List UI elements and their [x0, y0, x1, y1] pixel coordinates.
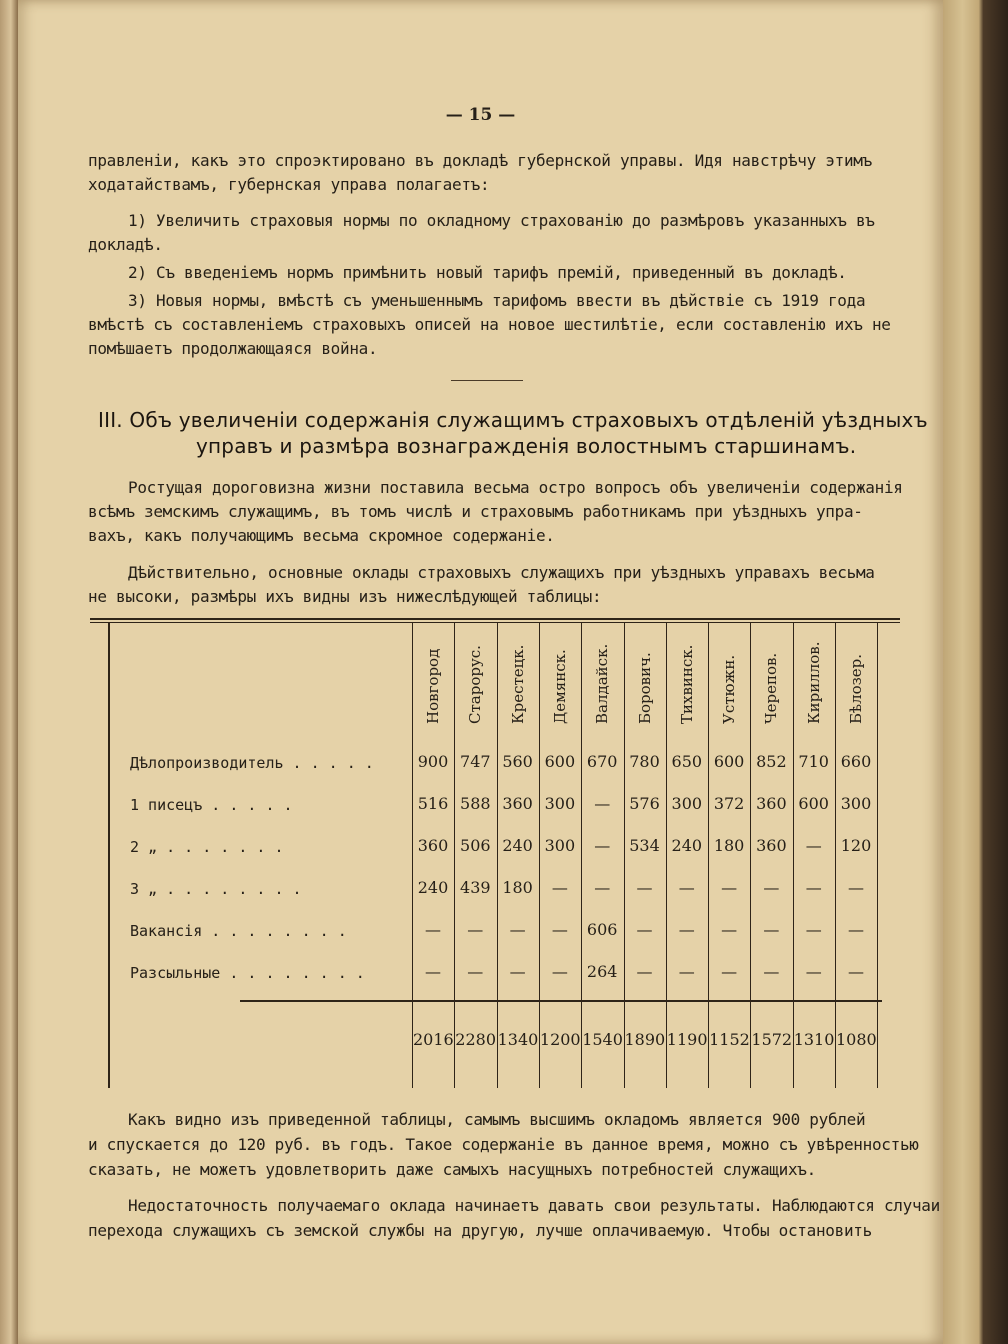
- table-cell: —: [509, 962, 526, 981]
- table-cell: —: [636, 920, 653, 939]
- table-top-rule: [90, 618, 900, 620]
- column-header-label: Кириллов.: [804, 641, 823, 724]
- table-cell: —: [467, 920, 484, 939]
- list-item-2: 2) Съ введеніемъ нормъ примѣнить новый тарифъ премій, приведенный въ докладѣ.: [128, 263, 847, 282]
- table-cell: 506: [460, 836, 491, 855]
- column-header-label: Валдайск.: [593, 643, 612, 724]
- table-total-cell: 2016: [413, 1030, 454, 1049]
- table-cell: 900: [417, 752, 449, 771]
- table-cell: —: [425, 962, 441, 981]
- table-cell: —: [678, 920, 695, 939]
- table-cell: 300: [544, 836, 576, 855]
- table-column-header: [836, 642, 876, 742]
- table-total-cell: 1572: [751, 1030, 793, 1049]
- table-cell: —: [594, 836, 611, 855]
- list-item-1-line-2: докладѣ.: [88, 235, 163, 254]
- column-header-label: Бѣлозер.: [847, 653, 865, 724]
- table-cell: 360: [756, 836, 787, 855]
- table-total-cell: 1190: [666, 1030, 708, 1049]
- table-total-rule: [240, 1000, 882, 1002]
- table-total-cell: 1540: [582, 1030, 623, 1049]
- section-divider: [451, 380, 523, 381]
- table-row-label: Дѣлопроизводитель . . . . .: [130, 754, 374, 772]
- table-cell: —: [763, 920, 780, 939]
- para2-line-1: Ростущая дороговизна жизни поставила весьма остро вопросъ объ увеличеніи содержанія: [128, 478, 903, 497]
- column-header-label: Старорус.: [466, 645, 485, 724]
- table-cell: —: [678, 878, 695, 897]
- table-cell: 588: [460, 794, 491, 813]
- document-page: [18, 0, 943, 1344]
- table-cell: 600: [544, 752, 576, 771]
- table-cell: —: [636, 962, 653, 981]
- table-cell: —: [805, 878, 822, 897]
- table-cell: —: [551, 962, 568, 981]
- table-total-cell: 1200: [539, 1030, 581, 1049]
- table-cell: 650: [671, 752, 703, 771]
- table-cell: —: [678, 962, 695, 981]
- table-cell: —: [721, 962, 738, 981]
- table-cell: 534: [629, 836, 660, 855]
- column-header-label: Устюжн.: [720, 654, 739, 724]
- list-item-3-line-1: 3) Новыя нормы, вмѣстѣ съ уменьшеннымъ тарифомъ ввести въ дѣйствіе съ 1919 года: [128, 291, 866, 310]
- list-item-1-line-1: 1) Увеличить страховыя нормы по окладному страхованію до размѣровъ указанныхъ въ: [128, 211, 875, 230]
- table-cell: 670: [586, 752, 618, 771]
- table-total-cell: 1340: [497, 1030, 539, 1049]
- table-cell: —: [763, 962, 780, 981]
- table-cell: —: [848, 962, 864, 981]
- table-column-header: [498, 642, 538, 742]
- section-heading-line-2: управъ и размѣра вознагражденія волостнымъ старшинамъ.: [196, 434, 857, 458]
- table-total-cell: 2280: [455, 1030, 497, 1049]
- para4-line-2: и спускается до 120 руб. въ годъ. Такое содержаніе въ данное время, можно съ увѣренностью: [88, 1135, 919, 1154]
- section-heading-line-1: III. Объ увеличеніи содержанія служащимъ страховыхъ отдѣленій уѣздныхъ: [98, 408, 928, 432]
- column-header-label: Борович.: [635, 652, 654, 724]
- table-cell: 240: [417, 878, 449, 897]
- para5-line-2: перехода служащихъ съ земской службы на другую, лучше оплачиваемую. Чтобы остановить: [88, 1221, 872, 1240]
- para3-line-1: Дѣйствительно, основные оклады страховыхъ служащихъ при уѣздныхъ управахъ весьма: [128, 563, 875, 582]
- page-number: — 15 —: [445, 105, 516, 125]
- table-total-cell: 1152: [709, 1030, 750, 1049]
- table-row-label: 1 писецъ . . . . .: [130, 796, 293, 814]
- table-cell: —: [551, 878, 568, 897]
- table-cell: 560: [502, 752, 533, 771]
- table-cell: 576: [629, 794, 660, 813]
- table-cell: 747: [460, 752, 491, 771]
- previous-page-edge: [0, 0, 18, 1344]
- table-cell: 300: [671, 794, 703, 813]
- table-left-border: [108, 622, 110, 1088]
- column-header-label: Новгород: [424, 648, 442, 724]
- para3-line-2: не высоки, размѣры ихъ видны изъ нижеслѣдующей таблицы:: [88, 587, 602, 606]
- table-column-header: [413, 642, 453, 742]
- table-cell: 660: [840, 752, 872, 771]
- table-column-header: [582, 642, 622, 742]
- table-cell: 180: [713, 836, 745, 855]
- para4-line-3: сказать, не можетъ удовлетворить даже самыхъ насущныхъ потребностей служащихъ.: [88, 1160, 816, 1179]
- table-cell: 300: [840, 794, 872, 813]
- table-column-header: [540, 642, 580, 742]
- table-cell: 360: [417, 836, 449, 855]
- para5-line-1: Недостаточность получаемаго оклада начинаетъ давать свои результаты. Наблюдаются случаи: [128, 1196, 940, 1215]
- table-column-header: [709, 642, 749, 742]
- table-cell: —: [805, 962, 822, 981]
- column-header-label: Демянск.: [550, 649, 569, 724]
- table-cell: 240: [671, 836, 703, 855]
- table-row-label: Вакансія . . . . . . . .: [130, 922, 347, 940]
- column-header-label: Крестецк.: [508, 644, 527, 724]
- table-cell: 360: [502, 794, 533, 813]
- para2-line-2: всѣмъ земскимъ служащимъ, въ томъ числѣ и страховымъ работникамъ при уѣздныхъ упра-: [88, 502, 863, 521]
- table-cell: 710: [798, 752, 829, 771]
- table-total-cell: 1890: [624, 1030, 666, 1049]
- table-cell: 300: [544, 794, 576, 813]
- table-cell: 439: [460, 878, 491, 897]
- table-cell: 852: [756, 752, 787, 771]
- table-cell: 600: [713, 752, 745, 771]
- column-header-label: Черепов.: [762, 652, 781, 724]
- table-column-header: [751, 642, 791, 742]
- table-total-cell: 1080: [836, 1030, 877, 1049]
- table-cell: 606: [586, 920, 618, 939]
- table-row-label: 3 „ . . . . . . . .: [130, 880, 302, 898]
- table-cell: 372: [713, 794, 745, 813]
- table-cell: 600: [798, 794, 829, 813]
- table-total-cell: 1310: [793, 1030, 835, 1049]
- table-row-label: Разсыльные . . . . . . . .: [130, 964, 365, 982]
- table-cell: 780: [629, 752, 660, 771]
- table-column-rule: [877, 622, 878, 1088]
- table-column-header: [625, 642, 665, 742]
- table-cell: —: [763, 878, 780, 897]
- salary-table: [90, 618, 900, 1088]
- table-cell: —: [509, 920, 526, 939]
- book-edge: [943, 0, 1008, 1344]
- table-cell: —: [467, 962, 484, 981]
- table-column-header: [794, 642, 834, 742]
- table-cell: 264: [586, 962, 618, 981]
- para1-line-2: ходатайствамъ, губернская управа полагаетъ:: [88, 175, 490, 194]
- table-cell: 240: [502, 836, 533, 855]
- table-cell: —: [721, 878, 738, 897]
- para2-line-3: вахъ, какъ получающимъ весьма скромное содержаніе.: [88, 526, 555, 545]
- table-cell: —: [425, 920, 441, 939]
- table-cell: —: [848, 920, 864, 939]
- table-cell: 516: [417, 794, 449, 813]
- table-cell: 360: [756, 794, 787, 813]
- table-column-header: [667, 642, 707, 742]
- table-top-rule-thin: [90, 622, 900, 623]
- table-cell: —: [848, 878, 864, 897]
- list-item-3-line-2: вмѣстѣ съ составленіемъ страховыхъ описей на новое шестилѣтіе, если составленію ихъ не: [88, 315, 891, 334]
- table-cell: —: [594, 794, 611, 813]
- table-cell: —: [805, 836, 822, 855]
- table-cell: 120: [840, 836, 872, 855]
- para4-line-1: Какъ видно изъ приведенной таблицы, самымъ высшимъ окладомъ является 900 рублей: [128, 1110, 866, 1129]
- list-item-3-line-3: помѣшаетъ продолжающаяся война.: [88, 339, 378, 358]
- column-header-label: Тихвинск.: [677, 644, 696, 724]
- table-cell: —: [594, 878, 611, 897]
- table-cell: —: [721, 920, 738, 939]
- table-cell: —: [805, 920, 822, 939]
- table-row-label: 2 „ . . . . . . .: [130, 838, 284, 856]
- para1-line-1: правленіи, какъ это спроэктировано въ докладѣ губернской управы. Идя навстрѣчу этимъ: [88, 151, 872, 170]
- table-cell: —: [551, 920, 568, 939]
- table-cell: 180: [502, 878, 533, 897]
- table-cell: —: [636, 878, 653, 897]
- table-column-header: [455, 642, 495, 742]
